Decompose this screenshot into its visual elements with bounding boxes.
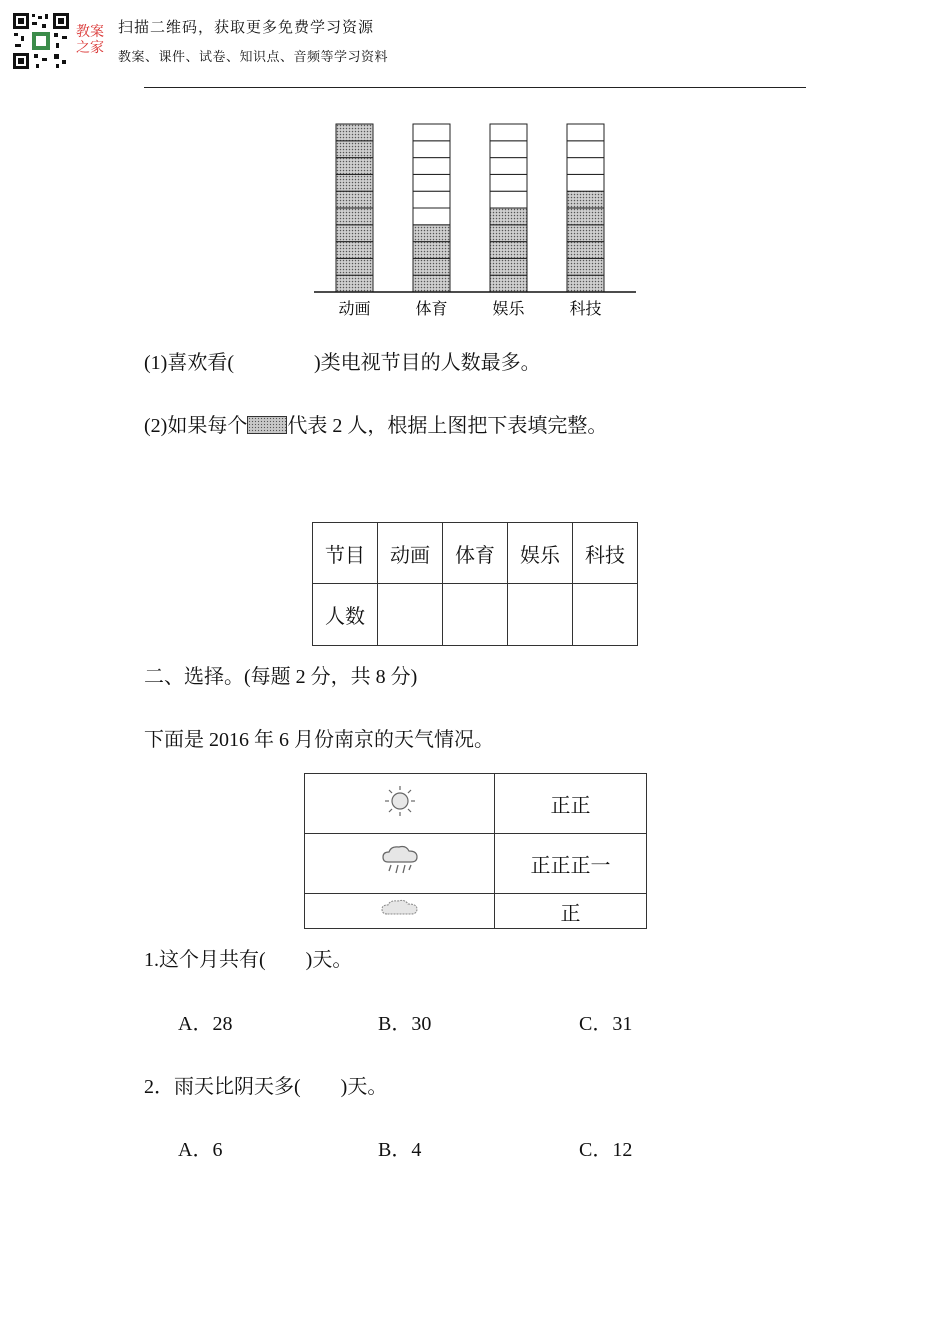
bar-cell-filled (336, 191, 373, 208)
section-2-intro: 下面是 2016 年 6 月份南京的天气情况。 (144, 729, 494, 751)
bar-cell-empty (490, 158, 527, 175)
fill-table-header-label: 节目 (313, 523, 378, 584)
bar-cell-filled (567, 275, 604, 292)
fill-table-col-1: 动画 (378, 523, 443, 584)
bar-cell-empty (567, 174, 604, 191)
fill-table-cell-1[interactable] (378, 584, 443, 646)
choice-1-option-b[interactable]: B．30 (378, 1013, 432, 1035)
weather-tally-1: 正正 (495, 774, 647, 834)
bar-cell-filled (336, 124, 373, 141)
bar-cell-filled (567, 191, 604, 208)
bar-cell-filled (567, 225, 604, 242)
choice-question-2: 2．雨天比阴天多( )天。 (144, 1076, 388, 1098)
fill-table-cell-2[interactable] (443, 584, 508, 646)
x-tick-label: 科技 (569, 299, 602, 318)
choice-1-option-c[interactable]: C．31 (579, 1013, 633, 1035)
x-tick-label: 体育 (415, 299, 448, 318)
bar-cell-empty (413, 191, 450, 208)
header-line-1: 扫描二维码，获取更多免费学习资源 (118, 18, 375, 36)
x-tick-label: 娱乐 (492, 299, 525, 318)
bar-cell-empty (413, 208, 450, 225)
bar-cell-filled (413, 225, 450, 242)
bar-cell-filled (413, 258, 450, 275)
bar-cell-filled (567, 208, 604, 225)
qr-code (12, 12, 70, 70)
logo (76, 24, 114, 56)
bar-chart (300, 118, 650, 323)
bar-cell-filled (413, 275, 450, 292)
weather-tally-3: 正 (495, 894, 647, 929)
bar-cell-filled (490, 258, 527, 275)
bar-cell-empty (567, 124, 604, 141)
bar-cell-filled (490, 208, 527, 225)
bar-cell-filled (336, 208, 373, 225)
x-tick-label: 动画 (338, 299, 371, 318)
choice-2-option-b[interactable]: B．4 (378, 1139, 422, 1161)
section-2-title: 二、选择。(每题 2 分，共 8 分) (144, 666, 418, 688)
bar-cell-filled (567, 258, 604, 275)
choice-question-1: 1.这个月共有( )天。 (144, 949, 353, 971)
bar-cell-filled (336, 258, 373, 275)
fill-table-row-label: 人数 (313, 584, 378, 646)
bar-cell-empty (413, 141, 450, 158)
weather-table (304, 773, 647, 929)
bar-cell-empty (490, 191, 527, 208)
question-2-suffix: 代表 2 人，根据上图把下表填完整。 (287, 415, 608, 437)
bar-4 (567, 124, 604, 292)
bar-cell-filled (490, 275, 527, 292)
bar-cell-filled (567, 242, 604, 259)
bar-cell-empty (490, 141, 527, 158)
fill-table-cell-3[interactable] (508, 584, 573, 646)
fill-table-cell-4[interactable] (573, 584, 638, 646)
header-line-2: 教案、课件、试卷、知识点、音频等学习资料 (118, 50, 389, 65)
bar-3 (490, 124, 527, 292)
fill-table-col-3: 娱乐 (508, 523, 573, 584)
weather-icon-cell (305, 774, 495, 834)
bar-cell-empty (490, 174, 527, 191)
rain-cloud-icon (379, 844, 421, 878)
bar-cell-filled (336, 225, 373, 242)
question-1: (1)喜欢看( )类电视节目的人数最多。 (144, 352, 541, 374)
bar-cell-filled (336, 158, 373, 175)
bar-cell-filled (336, 242, 373, 259)
choice-1-option-a[interactable]: A．28 (178, 1013, 233, 1035)
question-2 (144, 409, 607, 438)
weather-icon-cell (305, 894, 495, 929)
bar-cell-filled (336, 174, 373, 191)
bar-cell-empty (567, 141, 604, 158)
bar-cell-filled (336, 275, 373, 292)
fill-table-col-4: 科技 (573, 523, 638, 584)
fill-table-col-2: 体育 (443, 523, 508, 584)
choice-2-option-a[interactable]: A．6 (178, 1139, 223, 1161)
bar-cell-filled (490, 225, 527, 242)
bar-cell-empty (413, 158, 450, 175)
bar-cell-empty (413, 174, 450, 191)
header-divider (144, 87, 806, 88)
bar-cell-empty (413, 124, 450, 141)
weather-icon-cell (305, 834, 495, 894)
choice-2-option-c[interactable]: C．12 (579, 1139, 633, 1161)
question-2-prefix: (2)如果每个 (144, 415, 248, 437)
sun-icon (380, 784, 420, 818)
cloud-icon (379, 898, 421, 918)
bar-1 (336, 124, 373, 292)
logo-text-bottom: 之家 (76, 40, 104, 56)
bar-cell-filled (413, 242, 450, 259)
bar-cell-filled (490, 242, 527, 259)
logo-text-top: 教案 (76, 24, 104, 40)
weather-tally-2: 正正正一 (495, 834, 647, 894)
bar-cell-empty (490, 124, 527, 141)
dotted-square-legend (247, 416, 287, 434)
bar-2 (413, 124, 450, 292)
fill-table (312, 522, 638, 646)
bar-cell-filled (336, 141, 373, 158)
bar-cell-empty (567, 158, 604, 175)
